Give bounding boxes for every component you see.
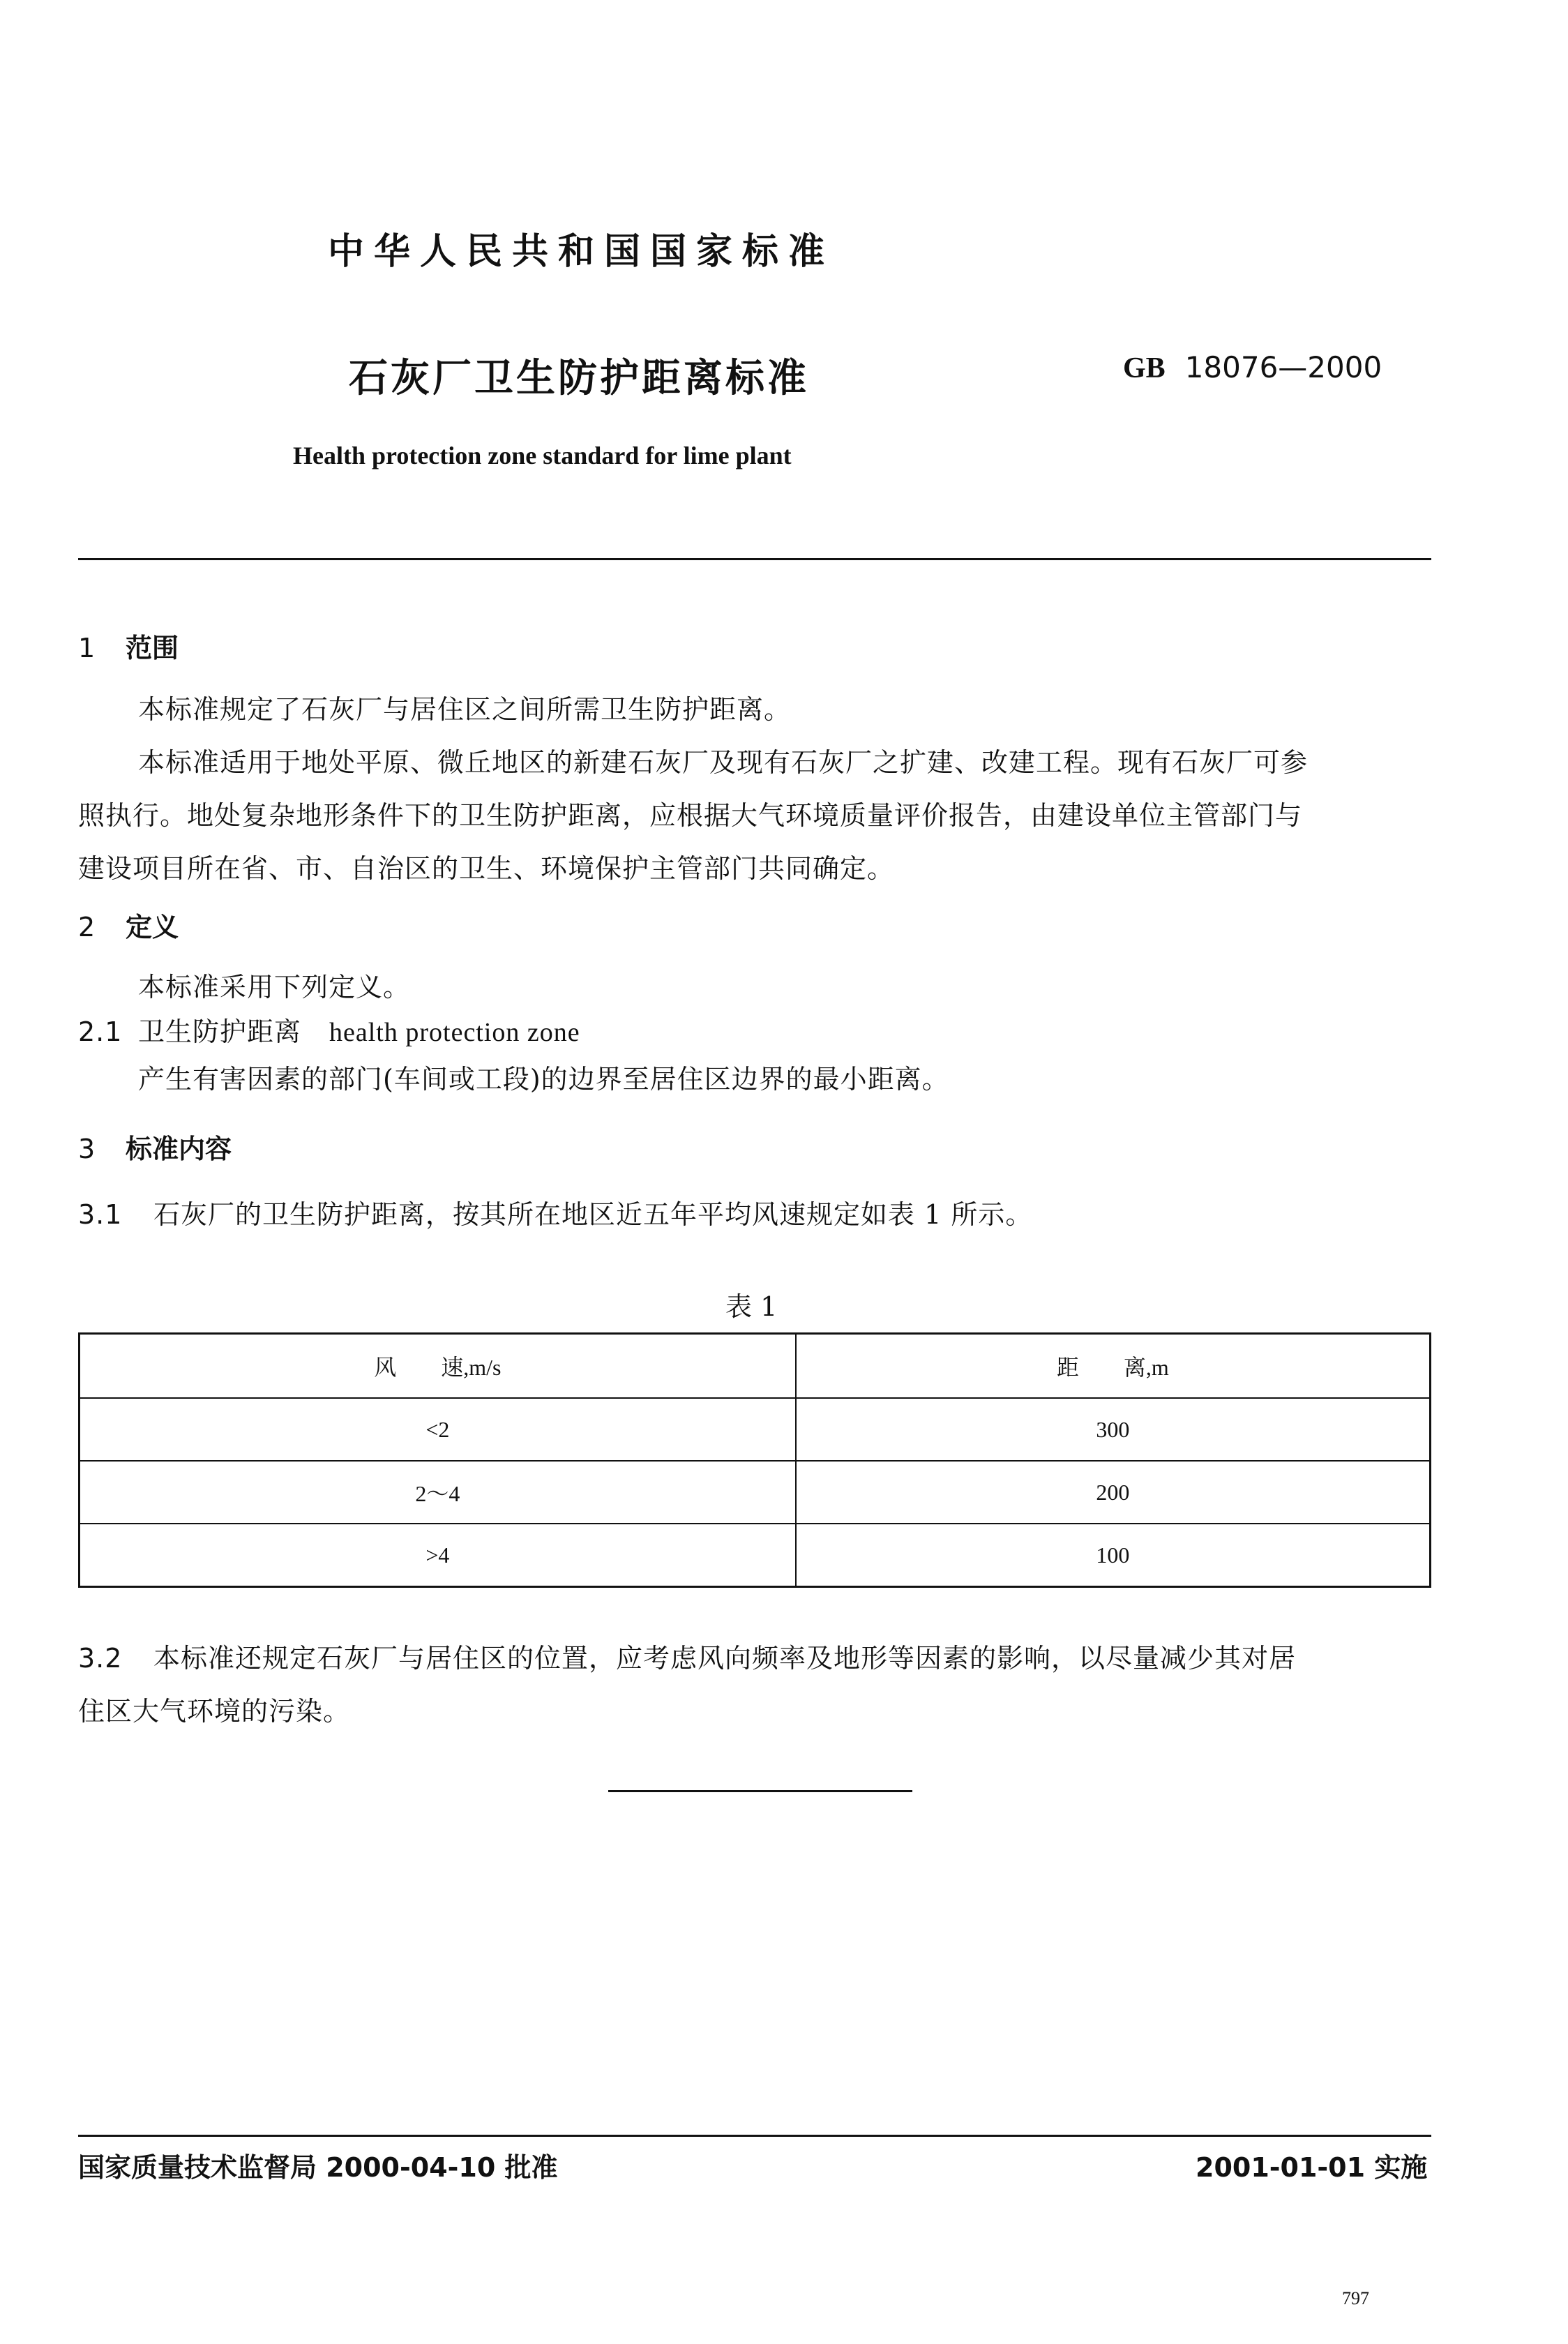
footer-rule <box>78 2135 1431 2137</box>
section-title: 定义 <box>126 912 179 942</box>
s1-paragraph-2-line-2: 照执行。地处复杂地形条件下的卫生防护距离，应根据大气环境质量评价报告，由建设单位主管部门与 <box>78 800 1303 831</box>
code-number: 18076—2000 <box>1184 350 1382 384</box>
section-3-heading <box>78 1127 232 1166</box>
table-row <box>80 1398 1431 1461</box>
s1-paragraph-2-line-1: 本标准适用于地处平原、微丘地区的新建石灰厂及现有石灰厂之扩建、改建工程。现有石灰厂可参 <box>138 747 1309 778</box>
section-1-heading <box>78 626 179 665</box>
wind-speed-cell: <2 <box>80 1398 796 1461</box>
section-title: 标准内容 <box>126 1134 232 1164</box>
issuing-authority: 中华人民共和国国家标准 <box>328 231 835 273</box>
clause-number: 2.1 <box>78 1016 123 1047</box>
standard-code <box>1123 350 1382 385</box>
s2-paragraph-1: 本标准采用下列定义。 <box>138 972 411 1002</box>
distance-cell: 100 <box>796 1524 1431 1587</box>
definition-2-1-text: 产生有害因素的部门(车间或工段)的边界至居住区边界的最小距离。 <box>138 1064 949 1095</box>
clause-3-1 <box>78 1187 1032 1242</box>
wind-speed-cell: >4 <box>80 1524 796 1587</box>
section-number: 2 <box>78 912 96 942</box>
term-en: health protection zone <box>329 1018 580 1047</box>
header-rule <box>78 558 1431 560</box>
clause-text: 石灰厂的卫生防护距离，按其所在地区近五年平均风速规定如表 1 所示。 <box>153 1199 1033 1230</box>
table-header-row <box>80 1334 1431 1399</box>
code-prefix: GB <box>1123 352 1166 384</box>
section-number: 3 <box>78 1134 96 1164</box>
header-wind-speed: 风 速,m/s <box>80 1334 796 1399</box>
clause-3-2-line-1 <box>78 1631 1296 1685</box>
wind-speed-cell: 2～4 <box>80 1461 796 1524</box>
wind-distance-table <box>78 1332 1431 1588</box>
section-number: 1 <box>78 633 96 663</box>
header-distance: 距 离,m <box>796 1334 1431 1399</box>
effective-date: 2001-01-01 实施 <box>1196 2152 1428 2183</box>
document-title: 石灰厂卫生防护距离标准 <box>349 356 809 401</box>
s1-paragraph-2-line-3: 建设项目所在省、市、自治区的卫生、环境保护主管部门共同确定。 <box>78 853 895 884</box>
s1-paragraph-1: 本标准规定了石灰厂与居住区之间所需卫生防护距离。 <box>138 694 792 725</box>
english-title: Health protection zone standard for lime plant <box>293 442 792 469</box>
table-row <box>80 1524 1431 1587</box>
section-2-heading <box>78 906 179 944</box>
distance-cell: 300 <box>796 1398 1431 1461</box>
clause-text: 本标准还规定石灰厂与居住区的位置，应考虑风向频率及地形等因素的影响，以尽量减少其对居 <box>153 1643 1297 1674</box>
clause-number: 3.1 <box>78 1199 123 1230</box>
page-number: 797 <box>1342 2288 1369 2308</box>
end-rule <box>608 1790 912 1792</box>
approval-date: 国家质量技术监督局 2000-04-10 批准 <box>78 2152 558 2183</box>
distance-cell: 200 <box>796 1461 1431 1524</box>
table-caption: 表 1 <box>725 1291 778 1322</box>
table-row <box>80 1461 1431 1524</box>
clause-3-2-line-2: 住区大气环境的污染。 <box>78 1696 351 1727</box>
clause-number: 3.2 <box>78 1643 123 1674</box>
term-zh: 卫生防护距离 <box>138 1016 302 1047</box>
section-title: 范围 <box>126 633 179 663</box>
